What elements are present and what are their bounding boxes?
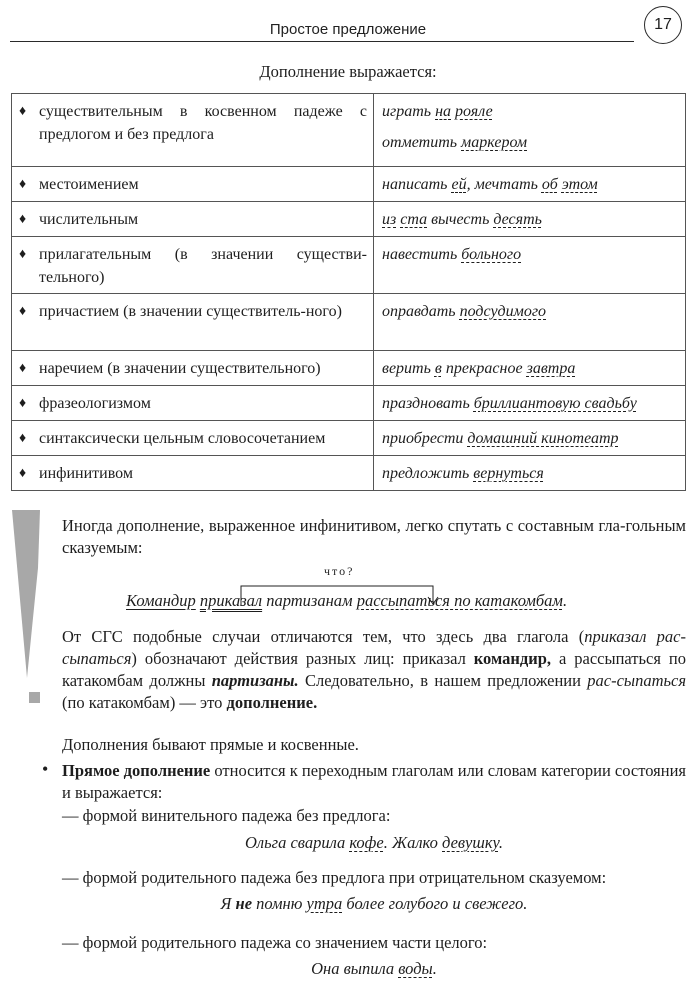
header-rule <box>10 41 634 42</box>
diamond-icon: ♦ <box>19 177 27 192</box>
text-segment: партизанам <box>262 591 357 610</box>
underlined-word: на <box>435 103 452 120</box>
direct-object-form: — формой родительного падежа без предлога при отрицательном сказуемом: <box>62 868 607 887</box>
diamond-icon: ♦ <box>19 431 27 446</box>
text-segment: . Жалко <box>383 833 443 852</box>
example-line <box>382 427 679 450</box>
underlined-word: завтра <box>526 360 576 377</box>
direct-object-example <box>62 832 686 854</box>
text-segment: верить <box>382 360 435 377</box>
table-row <box>12 456 686 491</box>
underlined-word: воды <box>398 959 433 978</box>
text-segment: играть <box>382 103 436 120</box>
text-segment: приказал рас-сыпаться <box>62 627 686 668</box>
text-segment: ) обозначают действия разных лиц: приказал <box>131 649 474 668</box>
table-row <box>12 294 686 351</box>
text-segment: прекрасное <box>441 360 527 377</box>
page-header <box>0 0 696 44</box>
text-segment: вычесть <box>427 211 494 228</box>
text-segment: праздновать <box>382 395 474 412</box>
example-line <box>382 462 679 485</box>
diamond-icon: ♦ <box>19 104 27 119</box>
underlined-word: десять <box>493 211 542 228</box>
example-line <box>382 100 679 123</box>
underlined-word: Командир <box>126 591 196 610</box>
expression-cell-content <box>12 167 373 196</box>
expression-table <box>11 93 686 491</box>
header-title: Простое предложение <box>269 21 427 38</box>
diamond-icon: ♦ <box>19 396 27 411</box>
table-row <box>12 386 686 421</box>
text-segment: командир, <box>473 649 552 668</box>
kinds-sentence: Дополнения бывают прямые и косвенные. <box>62 735 359 754</box>
text-segment: (по катакомбам) — это <box>62 693 227 712</box>
underlined-word: рассыпаться по катакомбам <box>356 591 563 610</box>
direct-object-term: Прямое дополнение <box>62 761 211 780</box>
diamond-icon: ♦ <box>19 304 27 319</box>
expression-label: инфинитивом <box>39 465 133 482</box>
expression-cell-content <box>12 386 373 415</box>
table-row <box>12 94 686 167</box>
direct-object-form: — формой родительного падежа со значением части целого: <box>62 933 488 952</box>
example-cell <box>374 94 686 167</box>
expression-label: наречием (в значении существительного) <box>39 360 321 377</box>
example-cell-content <box>374 456 685 485</box>
expression-label: прилагательным (в значении существи-тельного) <box>39 246 367 286</box>
text-segment: приобрести <box>382 430 468 447</box>
text-segment: Она выпила <box>311 959 399 978</box>
text-segment: От СГС подобные случаи отличаются тем, что здесь два глагола ( <box>62 627 585 646</box>
text-segment: рас-сыпаться <box>587 671 686 690</box>
text-segment: партизаны. <box>211 671 299 690</box>
text-segment: . <box>498 833 503 852</box>
underlined-word: в <box>434 360 442 377</box>
text-segment: , мечтать <box>466 176 542 193</box>
table-row <box>12 202 686 237</box>
example-cell-content <box>374 167 685 196</box>
example-line <box>382 173 679 196</box>
text-segment: более голубого и свежего. <box>342 894 528 913</box>
expression-label: синтаксически цельным словосочетанием <box>39 430 326 447</box>
text-segment: навестить <box>382 246 462 263</box>
underlined-word: ей <box>451 176 467 193</box>
underlined-word: приказал <box>199 591 263 610</box>
text-segment: Ольга сварила <box>245 833 350 852</box>
question-label: что? <box>324 564 355 578</box>
example-cell-content <box>374 421 685 450</box>
example-cell <box>374 386 686 421</box>
example-cell <box>374 456 686 491</box>
text-segment: предложить <box>382 465 474 482</box>
note-explanation <box>62 626 686 714</box>
table-row <box>12 351 686 386</box>
example-line <box>382 392 679 415</box>
expression-cell-content <box>12 237 373 289</box>
bullet-icon: • <box>42 759 49 779</box>
example-cell <box>374 421 686 456</box>
expression-cell-content <box>12 294 373 323</box>
underlined-word: этом <box>561 176 598 193</box>
direct-object-text: относится к переходным глаголам или словам категории состояния и выражается: <box>62 761 687 802</box>
expression-label: местоимением <box>39 176 139 193</box>
diamond-icon: ♦ <box>19 212 27 227</box>
diamond-icon: ♦ <box>19 466 27 481</box>
expression-cell <box>12 167 374 202</box>
text-segment: . <box>562 591 568 610</box>
underlined-word: девушку <box>442 833 499 852</box>
direct-object-example <box>62 958 686 980</box>
underlined-word: ста <box>400 211 428 228</box>
expression-cell <box>12 202 374 237</box>
underlined-word: об <box>541 176 558 193</box>
text-segment: написать <box>382 176 452 193</box>
text-segment: не <box>235 894 253 913</box>
direct-object-example <box>62 893 686 915</box>
underlined-word: вернуться <box>473 465 544 482</box>
expression-cell-content <box>12 94 373 146</box>
expression-label: причастием (в значении существитель-ного) <box>39 303 342 320</box>
diamond-icon: ♦ <box>19 361 27 376</box>
example-cell <box>374 351 686 386</box>
direct-object-form: — формой винительного падежа без предлога: <box>62 806 391 825</box>
expression-cell <box>12 94 374 167</box>
expression-cell-content <box>12 421 373 450</box>
underlined-word: кофе <box>349 833 384 852</box>
example-cell <box>374 294 686 351</box>
expression-cell-content <box>12 456 373 485</box>
example-line <box>382 243 679 266</box>
example-line <box>382 208 679 231</box>
text-segment: дополнение. <box>226 693 318 712</box>
example-cell-content <box>374 294 685 323</box>
text-segment: . <box>432 959 437 978</box>
underlined-word: из <box>382 211 397 228</box>
example-cell-content <box>374 351 685 380</box>
expression-label: числительным <box>39 211 139 228</box>
expression-cell <box>12 386 374 421</box>
table-row <box>12 167 686 202</box>
note-example-sentence <box>126 590 567 612</box>
example-cell-content <box>374 94 685 154</box>
diamond-icon: ♦ <box>19 247 27 262</box>
example-cell-content <box>374 202 685 231</box>
example-cell <box>374 237 686 294</box>
expression-cell <box>12 456 374 491</box>
text-segment: помню <box>252 894 307 913</box>
expression-label: фразеологизмом <box>39 395 151 412</box>
example-cell-content <box>374 386 685 415</box>
direct-object-definition <box>62 760 686 804</box>
page-number: 17 <box>644 6 682 44</box>
example-line <box>382 131 679 154</box>
example-line <box>382 300 679 323</box>
example-cell-content <box>374 237 685 266</box>
table-row <box>12 421 686 456</box>
underlined-word: бриллиантовую свадьбу <box>473 395 637 412</box>
underlined-word: домашний кинотеатр <box>467 430 619 447</box>
underlined-word: маркером <box>461 134 528 151</box>
note-intro: Иногда дополнение, выраженное инфинитивом, легко спутать с составным гла-гольным сказуемым: <box>62 516 686 557</box>
underlined-word: больного <box>461 246 522 263</box>
example-cell <box>374 167 686 202</box>
expression-cell <box>12 421 374 456</box>
underlined-word: рояле <box>455 103 493 120</box>
underlined-word: подсудимого <box>459 303 547 320</box>
text-segment: Я <box>220 894 236 913</box>
expression-cell <box>12 237 374 294</box>
expression-cell-content <box>12 202 373 231</box>
expression-cell <box>12 294 374 351</box>
expression-label: существительным в косвенном падеже с предлогом и без предлога <box>39 103 367 143</box>
exclamation-mark-icon <box>12 510 52 710</box>
text-segment: Следовательно, в нашем предложении <box>298 671 588 690</box>
example-line <box>382 357 679 380</box>
text-segment: оправдать <box>382 303 460 320</box>
expression-cell-content <box>12 351 373 380</box>
example-cell <box>374 202 686 237</box>
table-caption: Дополнение выражается: <box>259 62 437 81</box>
note-example-block <box>62 560 686 620</box>
expression-cell <box>12 351 374 386</box>
text-segment: отметить <box>382 134 462 151</box>
text-segment: а рассыпаться по катакомбам должны <box>62 649 686 690</box>
underlined-word: утра <box>306 894 343 913</box>
table-row <box>12 237 686 294</box>
